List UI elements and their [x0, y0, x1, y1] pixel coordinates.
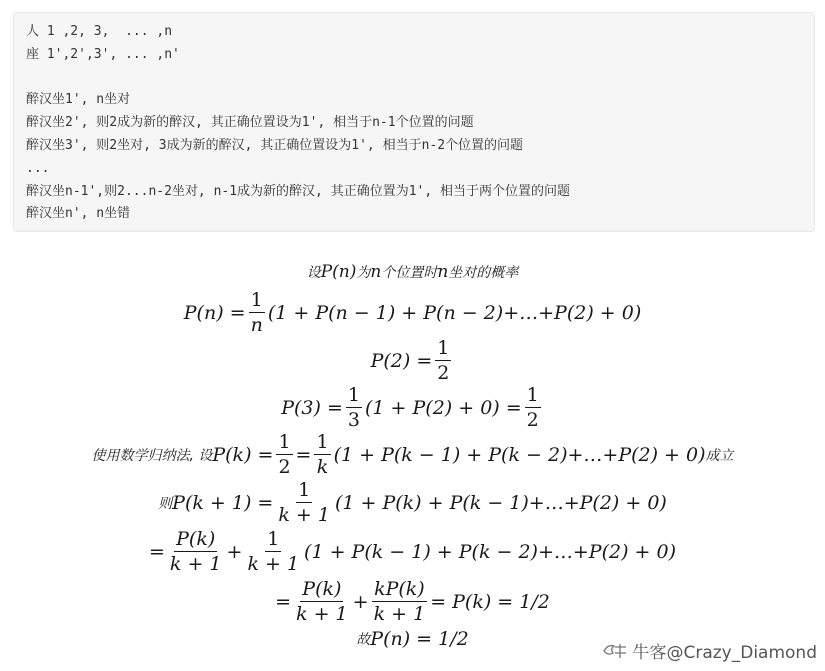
equation-1 — [0, 289, 825, 336]
eq-rhs: (1 + P(k − 1) + P(k − 2)+…+P(2) + 0) — [333, 443, 706, 466]
fraction: $\frac{1}{k + 1}$ — [247, 528, 300, 575]
code-line: 醉汉坐3', 则2坐对, 3成为新的醉汉, 其正确位置设为1', 相当于n-2个位置的问题 — [26, 137, 524, 153]
heading-math: n — [370, 262, 382, 282]
equation-3 — [0, 384, 825, 431]
eq-rhs: P(n) = 1/2 — [370, 628, 469, 650]
eq-text: 使用数学归纳法, 设 — [91, 447, 213, 464]
code-line: 人 1 ,2, 3, ... ,n — [26, 24, 173, 39]
watermark-text: 牛客@Crazy_Diamond — [632, 643, 817, 663]
fraction: $\frac{P(k)}{k + 1}$ — [296, 578, 348, 625]
equation-5 — [0, 479, 825, 526]
code-line: 醉汉坐1', n坐对 — [26, 92, 131, 108]
fraction: $\frac{1}{2}$ — [278, 431, 291, 478]
fraction: $\frac{1}{3}$ — [347, 384, 360, 431]
eq-operator: = — [295, 443, 312, 466]
heading-text: 为 — [356, 265, 371, 281]
equation-4 — [0, 431, 825, 478]
eq-lhs: P(k) = — [212, 443, 274, 466]
niuke-logo-icon — [602, 642, 628, 660]
eq-lhs: P(n) = — [183, 301, 246, 324]
equation-6 — [0, 528, 825, 575]
heading-math: n — [437, 262, 449, 282]
heading-text: 坐对的概率 — [448, 265, 519, 281]
eq-operator: + — [352, 590, 369, 613]
code-line: 醉汉坐2', 则2成为新的醉汉, 其正确位置设为1', 相当于n-1个位置的问题 — [26, 115, 474, 131]
fraction: $\frac{1}{2}$ — [437, 337, 450, 384]
equation-7 — [0, 578, 825, 625]
equation-2 — [0, 337, 825, 384]
eq-rhs: (1 + P(k − 1) + P(k − 2)+…+P(2) + 0) — [304, 540, 677, 563]
fraction: $\frac{P(k)}{k + 1}$ — [169, 528, 222, 575]
code-line: 醉汉坐n-1',则2...n-2坐对, n-1成为新的醉汉, 其正确位置为1', 相当于两个位置的问题 — [26, 183, 571, 199]
eq-lhs: P(3) = — [281, 396, 343, 419]
math-heading — [0, 262, 825, 282]
eq-operator: = — [148, 540, 165, 563]
eq-lhs: P(k + 1) = — [172, 491, 274, 514]
fraction: $\frac{1}{k + 1}$ — [278, 479, 330, 526]
eq-rhs: = P(k) = 1/2 — [430, 590, 550, 613]
watermark — [602, 638, 817, 663]
code-line: 座 1',2',3', ... ,n' — [26, 46, 180, 62]
fraction: $\frac{1}{2}$ — [526, 384, 539, 431]
eq-text: 故 — [356, 632, 371, 648]
eq-lhs: P(2) = — [370, 349, 433, 372]
code-line: 醉汉坐n', n坐错 — [26, 206, 131, 222]
eq-rhs: (1 + P(k) + P(k − 1)+…+P(2) + 0) — [334, 491, 667, 514]
eq-text: 则 — [158, 495, 173, 512]
eq-operator: + — [226, 540, 243, 563]
fraction: $\frac{kP(k)}{k + 1}$ — [373, 578, 426, 625]
fraction: $\frac{1}{n}$ — [250, 289, 263, 336]
eq-rhs: (1 + P(n − 1) + P(n − 2)+…+P(2) + 0) — [267, 301, 642, 324]
eq-operator: = — [275, 590, 292, 613]
heading-text: 个位置时 — [381, 265, 438, 281]
code-line: ... — [26, 160, 50, 176]
eq-text: 成立 — [705, 447, 734, 464]
heading-math: P(n) — [320, 262, 357, 282]
fraction: $\frac{1}{k}$ — [316, 431, 329, 478]
eq-mid: (1 + P(2) + 0) = — [365, 396, 522, 419]
heading-text: 设 — [306, 265, 321, 281]
